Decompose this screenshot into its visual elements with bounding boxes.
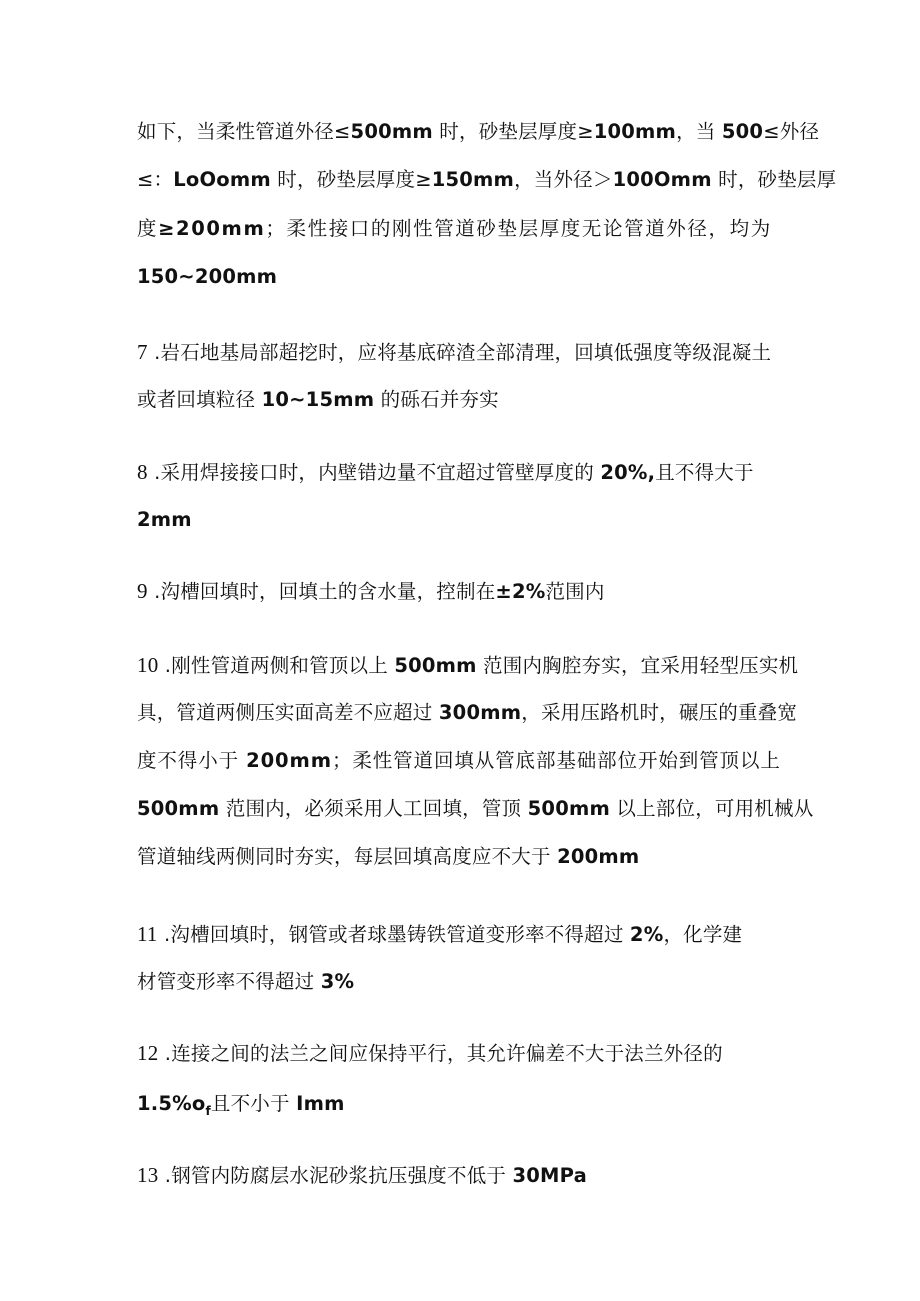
- item-7-number: 7: [137, 340, 148, 364]
- item-8-number: 8: [137, 460, 148, 484]
- item-11-number: 11: [137, 922, 158, 946]
- para-1-line-2: ≤：LoOomm 时，砂垫层厚度≥150mm，当外径＞100Omm 时，砂垫层厚: [137, 168, 837, 191]
- para-1-line-3: 度≥200mm；柔性接口的刚性管道砂垫层厚度无论管道外径，均为: [137, 217, 772, 240]
- item-7-line-1: 7 .岩石地基局部超挖时，应将基底碎渣全部清理，回填低强度等级混凝土: [137, 340, 772, 364]
- item-8-line-2: 2mm: [137, 508, 192, 531]
- item-10-line-5: 管道轴线两侧同时夯实，每层回填高度应不大于 200mm: [137, 845, 640, 868]
- item-10-number: 10: [137, 653, 159, 677]
- item-8-line-1: 8 .采用焊接接口时，内壁错边量不宜超过管壁厚度的 20%,且不得大于: [137, 460, 754, 484]
- item-13-number: 13: [137, 1163, 159, 1187]
- item-12-line-2: $1.5\%o_f$且不小于 Imm: [137, 1092, 345, 1118]
- item-10-line-3: 度不得小于 200mm；柔性管道回填从管底部基础部位开始到管顶以上: [137, 749, 781, 772]
- item-11-line-1: 11 .沟槽回填时，钢管或者球墨铸铁管道变形率不得超过 2%，化学建: [137, 922, 743, 946]
- item-9-number: 9: [137, 579, 148, 603]
- item-11-line-2: 材管变形率不得超过 3%: [137, 970, 355, 993]
- para-1-line-4: 150~200mm: [137, 265, 278, 288]
- para-1-line-1: 如下，当柔性管道外径≤500mm 时，砂垫层厚度≥100mm，当 500≤外径: [137, 120, 820, 143]
- item-10-line-1: 10 .刚性管道两侧和管顶以上 500mm 范围内胸腔夯实，宜采用轻型压实机: [137, 653, 799, 677]
- item-12-number: 12: [137, 1041, 159, 1065]
- item-13-line-1: 13 .钢管内防腐层水泥砂浆抗压强度不低于 30MPa: [137, 1163, 587, 1187]
- item-7-line-2: 或者回填粒径 10~15mm 的砾石并夯实: [137, 388, 499, 411]
- item-9-line-1: 9 .沟槽回填时，回填土的含水量，控制在±2%范围内: [137, 579, 605, 603]
- item-12-line-1: 12 .连接之间的法兰之间应保持平行，其允许偏差不大于法兰外径的: [137, 1041, 723, 1065]
- item-10-line-4: 500mm 范围内，必须采用人工回填，管顶 500mm 以上部位，可用机械从: [137, 797, 814, 820]
- item-10-line-2: 具，管道两侧压实面高差不应超过 300mm，采用压路机时，碾压的重叠宽: [137, 701, 798, 724]
